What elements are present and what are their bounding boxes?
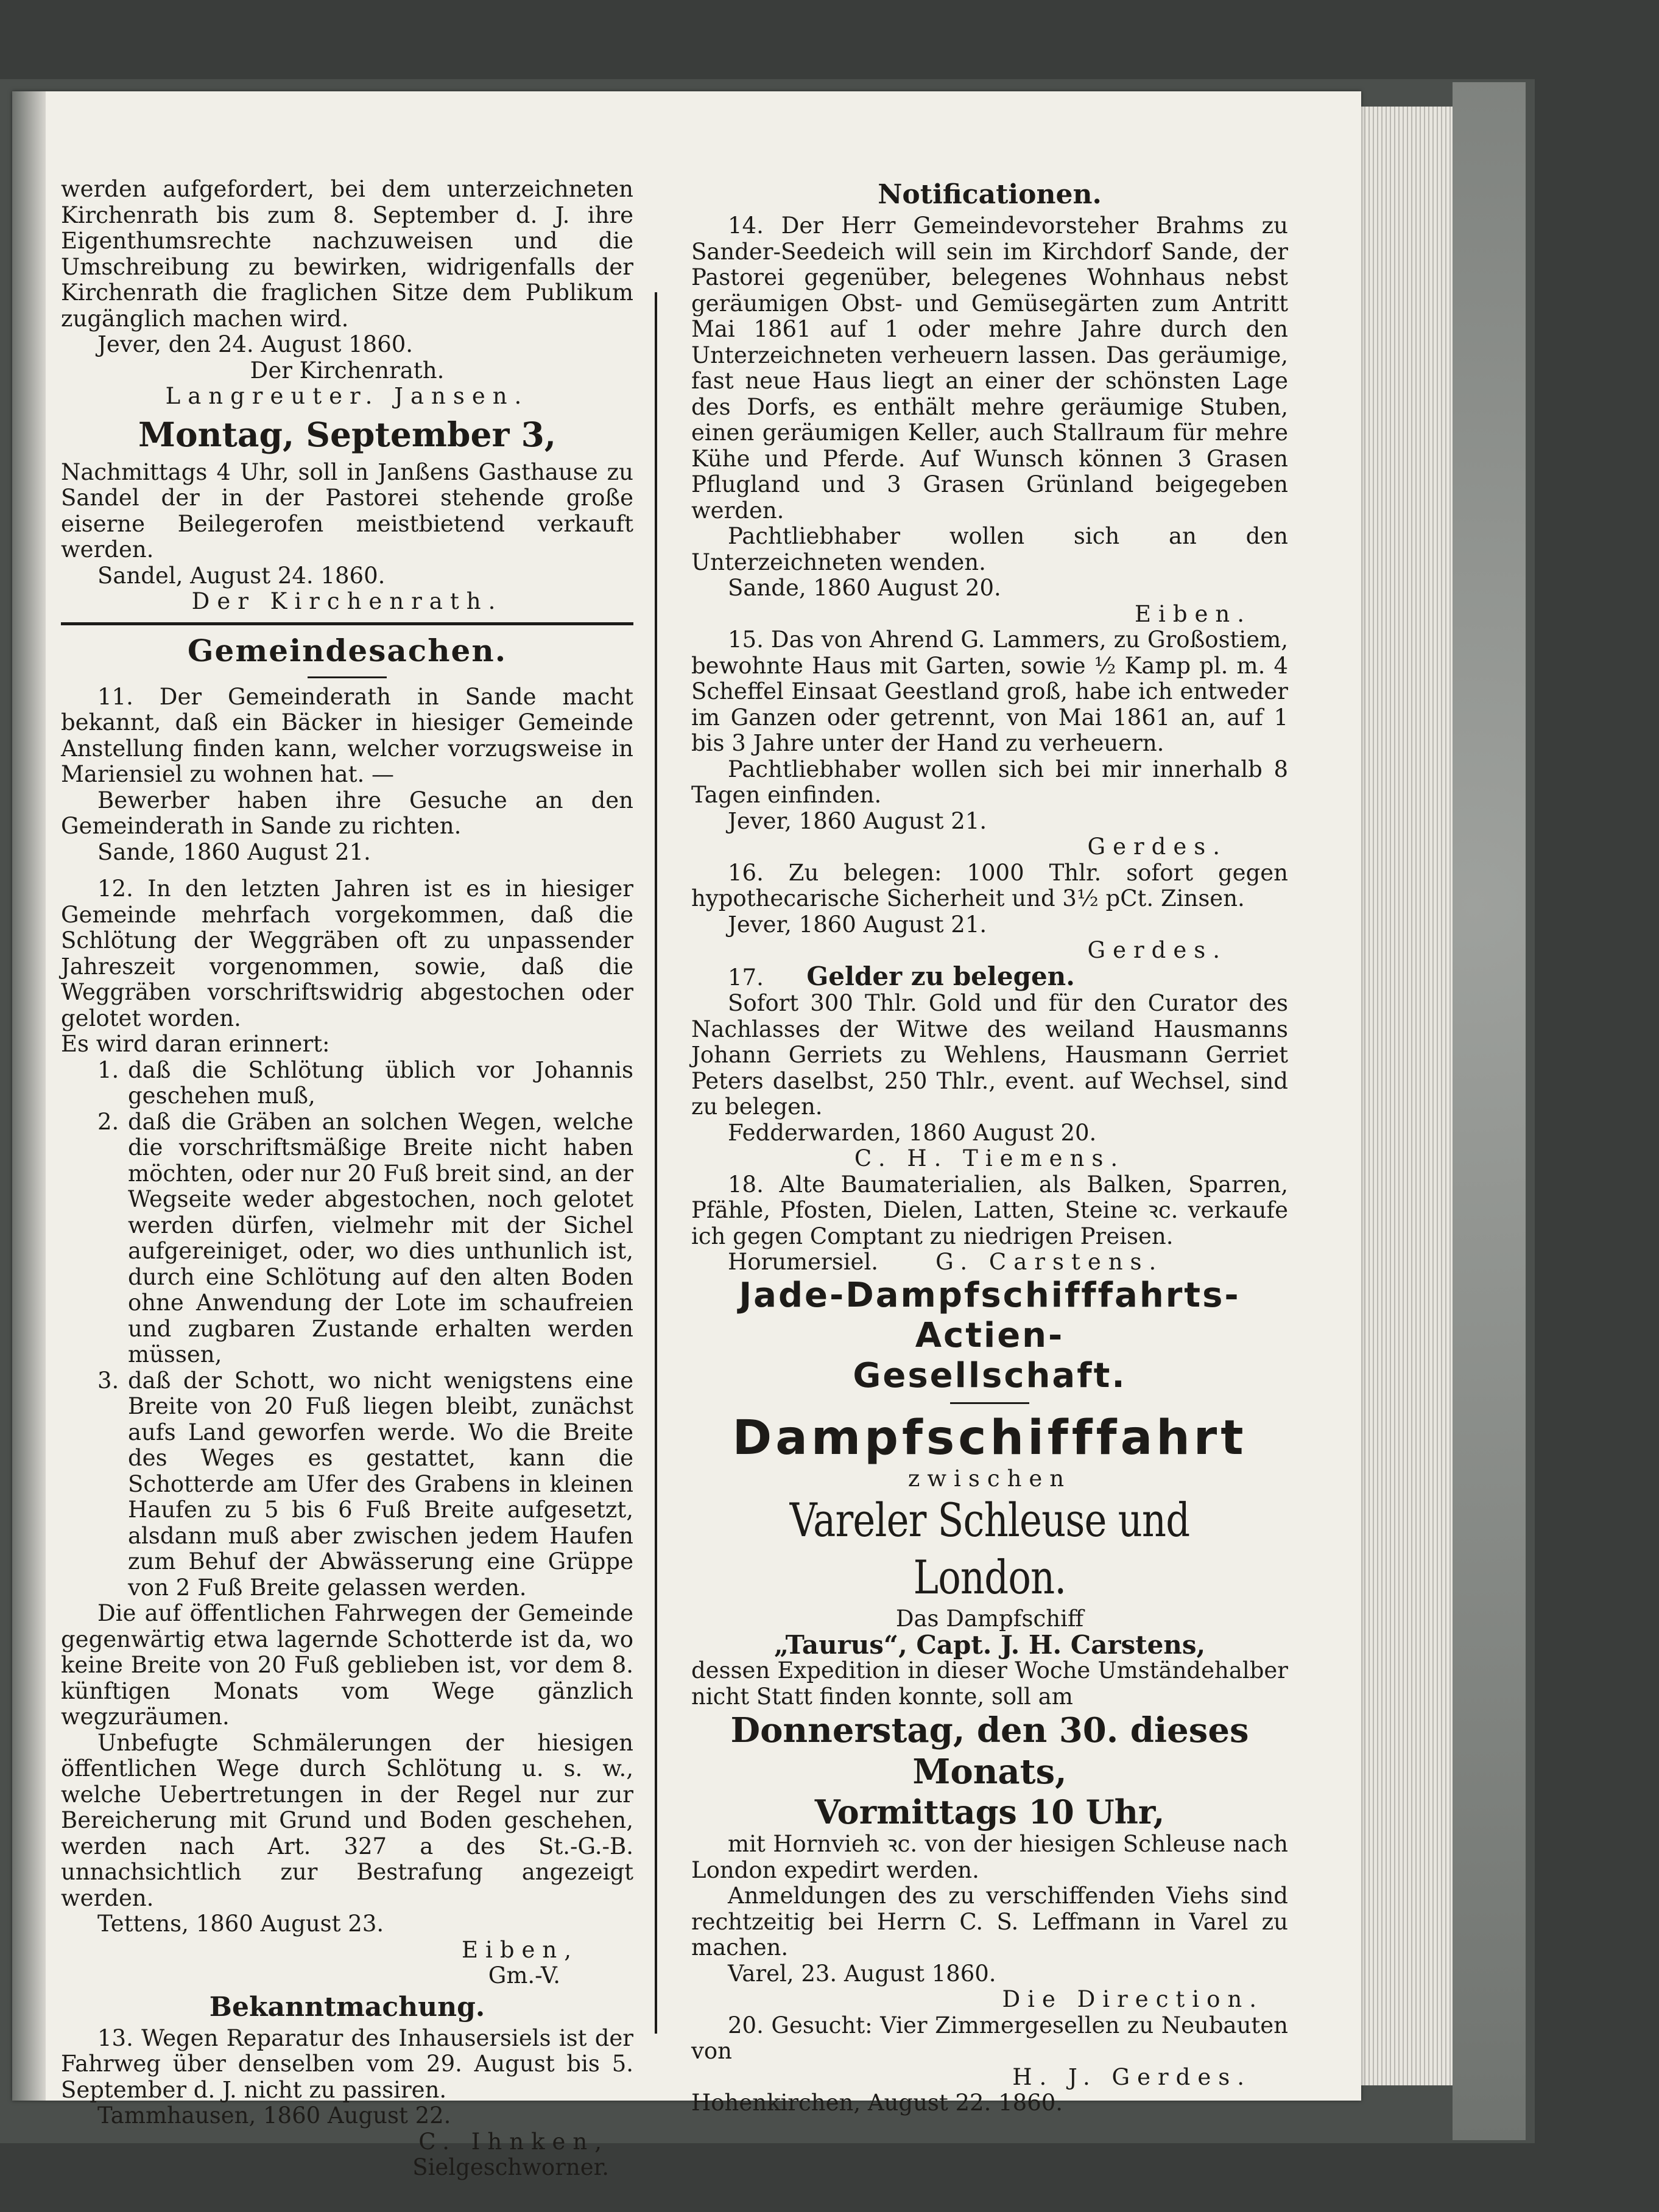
- item-14-signer: Eiben.: [1134, 600, 1252, 627]
- item-13-date: Tammhausen, 1860 August 22.: [97, 2102, 451, 2129]
- item-14-text-b: Pachtliebhaber wollen sich an den Unterzeichneten wenden.: [691, 523, 1288, 575]
- page-edges: [1361, 107, 1453, 2085]
- short-rule: [308, 676, 387, 678]
- monday-text: Nachmittags 4 Uhr, soll in Janßens Gasthause zu Sandel der in der Pastorei stehende große eiserne Beilegerofen meistbietend verkauft werden.: [61, 458, 633, 563]
- item-13-text: 13. Wegen Reparatur des Inhausersiels ist der Fahrweg über denselben vom 29. August bis 5. September d. J. nicht zu passiren.: [61, 2024, 633, 2103]
- item-11-text: 11. Der Gemeinderath in Sande macht bekannt, daß ein Bäcker in hiesiger Gemeinde Anstellung finden kann, welcher vorzugsweise in Mariensiel zu wohnen hat. —: [61, 683, 633, 787]
- item-11-date: Sande, 1860 August 21.: [97, 838, 371, 865]
- item-12-text: 12. In den letzten Jahren ist es in hiesiger Gemeinde mehrfach vorgekommen, daß die Schlötung der Weggräben oft zu unpassender Jahreszeit vorgenommen, sowie, daß die Weggräben vorschriftswidrig abgestochen oder gelotet worden.: [61, 876, 633, 1031]
- list-item: 3. daß der Schott, wo nicht wenigstens eine Breite von 20 Fuß liegen bleibt, zunächst aufs Land geworfen werde. Wo die Breite des Weges es gestattet, kann die Schotterde am Ufer des Grabens in kleinen Haufen zu 5 bis 6 Fuß Breite aufgesetzt, alsdann muß aber zwischen jedem Haufen zum Behuf der Abwässerung eine Grüppe von 2 Fuß Breite gelassen werden.: [97, 1367, 633, 1601]
- ad-date-line: Donnerstag, den 30. dieses Monats,: [730, 1710, 1249, 1792]
- item-12-date: Tettens, 1860 August 23.: [97, 1911, 384, 1937]
- ad-title: Dampfschifffahrt: [732, 1410, 1247, 1466]
- ad-text-1: dessen Expedition in dieser Woche Umständehalber nicht Statt finden konnte, soll am: [691, 1657, 1288, 1710]
- item-13-title: Sielgeschworner.: [412, 2154, 609, 2180]
- short-rule: [950, 1402, 1029, 1404]
- monday-heading: Montag, September 3,: [138, 414, 557, 454]
- item-17-date: Fedderwarden, 1860 August 20.: [728, 1119, 1097, 1146]
- ad-text-3: Anmeldungen des zu verschiffenden Viehs sind rechtzeitig bei Herrn C. S. Leffmann in Varel zu machen.: [691, 1883, 1288, 1961]
- ad-company-line1: Jade-Dampfschifffahrts-Actien-: [739, 1275, 1241, 1355]
- item-16-signer: Gerdes.: [1087, 937, 1227, 963]
- item-20-date: Hohenkirchen, August 22. 1860.: [691, 2090, 1063, 2116]
- notice-date: Jever, den 24. August 1860.: [97, 331, 414, 357]
- ad-between: zwischen: [907, 1465, 1072, 1492]
- item-13-signer: C. Ihnken,: [418, 2128, 609, 2155]
- ad-time-line: Vormittags 10 Uhr,: [814, 1792, 1165, 1831]
- item-15-text-b: Pachtliebhaber wollen sich bei mir innerhalb 8 Tagen einfinden.: [691, 756, 1288, 808]
- item-17-heading: 17. Gelder zu belegen.: [728, 961, 1075, 991]
- item-17-signer: C. H. Tiemens.: [854, 1145, 1125, 1171]
- item-18-text: 18. Alte Baumaterialien, als Balken, Sparren, Pfähle, Pfosten, Dielen, Latten, Steine ꝛc. verkaufe ich gegen Comptant zu niedrigen Preisen.: [691, 1171, 1288, 1249]
- ad-date: Varel, 23. August 1860.: [728, 1960, 996, 1987]
- gemeinde-heading: Gemeindesachen.: [187, 632, 507, 669]
- book-cover-edge: [1453, 82, 1526, 2140]
- notif-heading: Notificationen.: [878, 179, 1102, 210]
- ad-route: Vareler Schleuse und London.: [789, 1493, 1190, 1604]
- item-20-signer: H. J. Gerdes.: [1012, 2063, 1252, 2090]
- list-item: 2. daß die Gräben an solchen Wegen, welche die vorschriftsmäßige Breite nicht haben möchten, oder nur 20 Fuß breit sind, an der Wegseite weder abgestochen, noch gelotet werden dürfen, vielmehr mit der Sichel aufgereiniget, oder, wo dies unthunlich ist, durch eine Schlötung auf den alten Boden ohne Anwendung der Lote im schaufreien und zugbaren Zustande erhalten werden müssen,: [97, 1108, 633, 1368]
- list-item: 1. daß die Schlötung üblich vor Johannis geschehen muß,: [97, 1056, 633, 1109]
- right-column: [691, 177, 1288, 2116]
- ad-company-line2: Gesellschaft.: [853, 1355, 1127, 1396]
- ad-ship-name: „Taurus“, Capt. J. H. Carstens,: [773, 1629, 1206, 1660]
- item-15-text: 15. Das von Ahrend G. Lammers, zu Großostiem, bewohnte Haus mit Garten, sowie ½ Kamp pl. m. 4 Scheffel Einsaat Geestland groß, habe ich entweder im Ganzen oder getrennt, von Mai 1861 an, auf 1 bis 3 Jahre unter der Hand zu verheuern.: [691, 627, 1288, 756]
- ad-signer: Die Direction.: [1002, 1986, 1264, 2012]
- item-11-text-b: Bewerber haben ihre Gesuche an den Gemeinderath in Sande zu richten.: [61, 787, 633, 839]
- item-12-text-c: Die auf öffentlichen Fahrwegen der Gemeinde gegenwärtig etwa lagernde Schotterde ist da, wo keine Breite von 20 Fuß geblieben ist, vor dem 8. künftigen Monats vom Wege gänzlich wegzuräumen.: [61, 1600, 633, 1730]
- item-15-date: Jever, 1860 August 21.: [728, 807, 987, 834]
- column-divider: [655, 292, 657, 2034]
- item-16-date: Jever, 1860 August 21.: [728, 911, 987, 938]
- item-14-text: 14. Der Herr Gemeindevorsteher Brahms zu Sander-Seedeich will sein im Kirchdorf Sande, der Pastorei gegenüber, belegenes Wohnhaus nebst geräumigen Obst- und Gemüsegärten zum Antritt Mai 1861 auf 1 oder mehre Jahre durch den Unterzeichneten verheuern lassen. Das geräumige, fast neue Haus liegt an einer der schönsten Lage des Dorfs, es enthält mehre geräumige Stuben, einen geräumigen Keller, auch Stallraum für mehre Kühe und Pferde. Auf Wunsch können 3 Grasen Pflugland und 3 Grasen Grünland beigegeben werden.: [691, 212, 1288, 524]
- notice-signer: Der Kirchenrath.: [250, 357, 445, 384]
- item-17-text: Sofort 300 Thlr. Gold und für den Curator des Nachlasses der Witwe des weiland Hausmanns Johann Gerriets zu Wehlens, Hausmann Gerriet Peters daselbst, 250 Thlr., event. auf Wechsel, sind zu belegen.: [691, 990, 1288, 1120]
- ad-ship-intro: Das Dampfschiff: [895, 1606, 1084, 1632]
- item-12-list: [61, 1058, 633, 1601]
- left-column: [61, 177, 633, 2181]
- ad-text-2: mit Hornvieh ꝛc. von der hiesigen Schleuse nach London expedirt werden.: [691, 1831, 1288, 1883]
- monday-date: Sandel, August 24. 1860.: [97, 562, 386, 589]
- gutter-shadow: [12, 91, 46, 2101]
- notice-text: werden aufgefordert, bei dem unterzeichneten Kirchenrath bis zum 8. September d. J. ihre Eigenthumsrechte nachzuweisen und die Umschreibung zu bewirken, widrigenfalls der Kirchenrath die fraglichen Sitze dem Publikum zugänglich machen wird.: [61, 176, 633, 332]
- item-16-text: 16. Zu belegen: 1000 Thlr. sofort gegen hypothecarische Sicherheit und 3½ pCt. Zinsen.: [691, 859, 1288, 911]
- bekannt-heading: Bekanntmachung.: [209, 1991, 485, 2023]
- monday-signer: Der Kirchenrath.: [191, 588, 503, 614]
- newspaper-page: [12, 91, 1361, 2180]
- section-rule: [61, 622, 633, 625]
- item-14-date: Sande, 1860 August 20.: [728, 575, 1001, 601]
- item-12-title: Gm.-V.: [488, 1962, 560, 1989]
- item-18-place-signer: Horumersiel. G. Carstens.: [728, 1249, 1164, 1275]
- item-12-text-d: Unbefugte Schmälerungen der hiesigen öffentlichen Wege durch Schlötung u. s. w., welche Uebertretungen in der Regel nur zur Bereicherung mit Grund und Boden geschehen, werden nach Art. 327 a des St.-G.-B. unnachsichtlich zur Bestrafung angezeigt werden.: [61, 1729, 633, 1911]
- notice-names: Langreuter. Jansen.: [165, 383, 529, 409]
- item-20-text: 20. Gesucht: Vier Zimmergesellen zu Neubauten von: [691, 2012, 1288, 2064]
- item-15-signer: Gerdes.: [1087, 834, 1227, 860]
- item-12-signer: Eiben,: [461, 1936, 579, 1963]
- item-12-intro: Es wird daran erinnert:: [61, 1031, 330, 1057]
